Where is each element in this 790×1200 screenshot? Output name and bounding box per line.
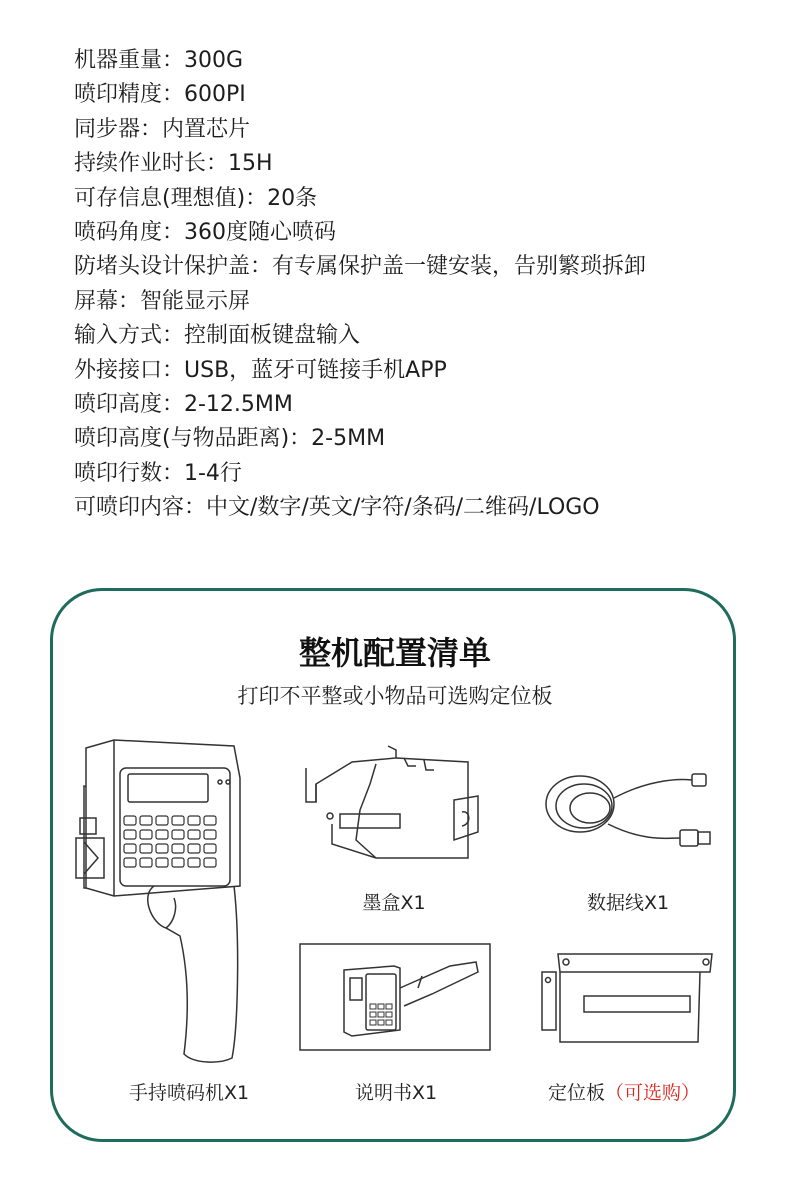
package-title: 整机配置清单 <box>298 634 491 672</box>
spec-cover: 防堵头设计保护盖：有专属保护盖一键安装，告别繁琐拆卸 <box>74 254 647 280</box>
cartridge-label: 墨盒X1 <box>362 892 426 914</box>
spec-duration: 持续作业时长：15H <box>74 151 273 177</box>
plate-optional-note: （可选购） <box>605 1082 701 1104</box>
manual-image <box>300 944 490 1050</box>
spec-print-height: 喷印高度：2-12.5MM <box>74 391 293 417</box>
printer-label: 手持喷码机X1 <box>128 1082 250 1104</box>
spec-sync: 同步器：内置芯片 <box>74 116 251 142</box>
handheld-printer-image <box>74 738 250 1068</box>
manual-label: 说明书X1 <box>354 1082 438 1104</box>
cable-label: 数据线X1 <box>586 892 670 914</box>
positioning-plate-image <box>538 950 716 1046</box>
spec-screen: 屏幕：智能显示屏 <box>74 288 251 314</box>
ink-cartridge-image <box>304 744 484 866</box>
spec-interface: 外接接口：USB，蓝牙可链接手机APP <box>74 357 447 383</box>
spec-input: 输入方式：控制面板键盘输入 <box>74 323 361 349</box>
plate-name: 定位板 <box>547 1082 605 1104</box>
spec-content: 可喷印内容：中文/数字/英文/字符/条码/二维码/LOGO <box>74 495 600 521</box>
spec-print-distance: 喷印高度(与物品距离)：2-5MM <box>74 426 386 452</box>
data-cable-image <box>544 768 714 854</box>
spec-weight: 机器重量：300G <box>74 48 244 73</box>
package-subtitle: 打印不平整或小物品可选购定位板 <box>237 684 553 708</box>
spec-angle: 喷码角度：360度随心喷码 <box>74 219 336 245</box>
spec-precision: 喷印精度：600PI <box>74 82 246 108</box>
spec-list <box>74 44 646 525</box>
plate-label <box>526 1078 722 1105</box>
spec-lines: 喷印行数：1-4行 <box>74 460 242 486</box>
spec-storage: 可存信息(理想值)：20条 <box>74 185 318 211</box>
